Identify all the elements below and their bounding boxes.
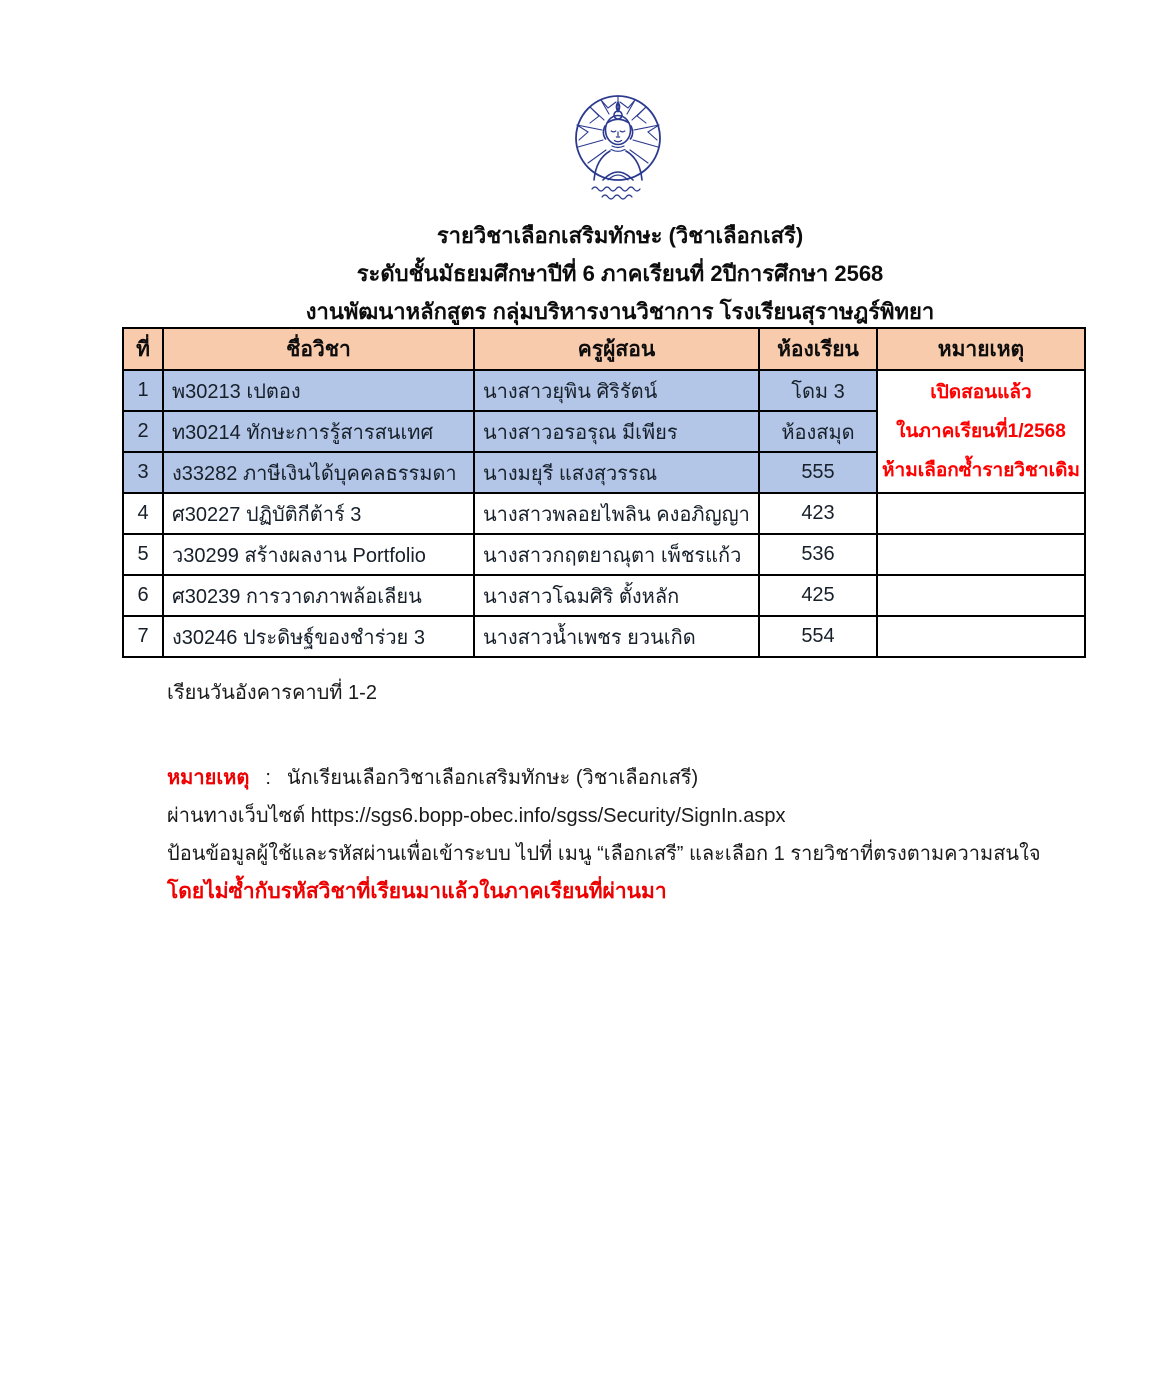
- teacher-cell: นางมยุรี แสงสุวรรณ: [474, 452, 759, 493]
- header-subject: ชื่อวิชา: [163, 328, 474, 370]
- remark-line: เปิดสอนแล้ว: [930, 382, 1032, 403]
- table-row: [123, 534, 1085, 575]
- row-number-cell: 3: [123, 452, 163, 493]
- buddha-emblem-icon: [566, 90, 670, 210]
- document-titles: [70, 217, 1170, 331]
- remark-text: นักเรียนเลือกวิชาเลือกเสริมทักษะ (วิชาเลือกเสรี): [286, 767, 699, 789]
- subject-cell: ท30214 ทักษะการรู้สารสนเทศ: [163, 411, 474, 452]
- teacher-cell: นางสาวกฤตยาณุตา เพ็ชรแก้ว: [474, 534, 759, 575]
- room-cell: 423: [759, 493, 877, 534]
- table-row: [123, 575, 1085, 616]
- row-number-cell: 5: [123, 534, 163, 575]
- row-number-cell: 4: [123, 493, 163, 534]
- remark-empty-cell: [877, 493, 1085, 534]
- header-teacher: ครูผู้สอน: [474, 328, 759, 370]
- subject-cell: ศ30227 ปฏิบัติกีต้าร์ 3: [163, 493, 474, 534]
- row-number-cell: 7: [123, 616, 163, 657]
- table-row: [123, 616, 1085, 657]
- remark-line: ห้ามเลือกซ้ำรายวิชาเดิม: [882, 460, 1080, 481]
- remark-empty-cell: [877, 534, 1085, 575]
- table-header-row: [123, 328, 1085, 370]
- remark-empty-cell: [877, 575, 1085, 616]
- teacher-cell: นางสาวยุพิน ศิริรัตน์: [474, 370, 759, 411]
- teacher-cell: นางสาวอรอรุณ มีเพียร: [474, 411, 759, 452]
- website-note: ผ่านทางเว็บไซต์ https://sgs6.bopp-obec.info/sgss/Security/SignIn.aspx: [167, 805, 786, 827]
- header-no: ที่: [123, 328, 163, 370]
- warning-note: โดยไม่ซ้ำกับรหัสวิชาที่เรียนมาแล้วในภาคเรียนที่ผ่านมา: [167, 880, 667, 903]
- room-cell: 554: [759, 616, 877, 657]
- instruction-note: ป้อนข้อมูลผู้ใช้และรหัสผ่านเพื่อเข้าระบบ ไปที่ เมนู “เลือกเสรี” และเลือก 1 รายวิชาที่ตรงตามความสนใจ: [167, 843, 1041, 865]
- room-cell: ห้องสมุด: [759, 411, 877, 452]
- header-room: ห้องเรียน: [759, 328, 877, 370]
- remark-separator: :: [265, 767, 271, 789]
- room-cell: 536: [759, 534, 877, 575]
- remark-line: ในภาคเรียนที่1/2568: [896, 421, 1066, 442]
- row-number-cell: 6: [123, 575, 163, 616]
- title-line-2: ระดับชั้นมัธยมศึกษาปีที่ 6 ภาคเรียนที่ 2ปีการศึกษา 2568: [356, 261, 884, 286]
- header-remark: หมายเหตุ: [877, 328, 1085, 370]
- remark-note: [167, 761, 698, 793]
- teacher-cell: นางสาวโฉมศิริ ตั้งหลัก: [474, 575, 759, 616]
- table-row: [123, 370, 1085, 411]
- room-cell: 425: [759, 575, 877, 616]
- subject-cell: ว30299 สร้างผลงาน Portfolio: [163, 534, 474, 575]
- row-number-cell: 1: [123, 370, 163, 411]
- title-line-1: รายวิชาเลือกเสริมทักษะ (วิชาเลือกเสรี): [436, 223, 804, 248]
- subject-cell: ศ30239 การวาดภาพล้อเลียน: [163, 575, 474, 616]
- subject-cell: ง30246 ประดิษฐ์ของชำร่วย 3: [163, 616, 474, 657]
- teacher-cell: นางสาวน้ำเพชร ยวนเกิด: [474, 616, 759, 657]
- remark-empty-cell: [877, 616, 1085, 657]
- course-table-body: [123, 370, 1085, 657]
- remark-merged-cell: [877, 370, 1085, 493]
- school-emblem-logo: [566, 90, 670, 210]
- schedule-note: เรียนวันอังคารคาบที่ 1-2: [167, 682, 377, 704]
- row-number-cell: 2: [123, 411, 163, 452]
- subject-cell: ง33282 ภาษีเงินได้บุคคลธรรมดา: [163, 452, 474, 493]
- teacher-cell: นางสาวพลอยไพลิน คงอภิญญา: [474, 493, 759, 534]
- room-cell: 555: [759, 452, 877, 493]
- room-cell: โดม 3: [759, 370, 877, 411]
- remark-label: หมายเหตุ: [167, 767, 250, 789]
- subject-cell: พ30213 เปตอง: [163, 370, 474, 411]
- course-table: [122, 327, 1086, 658]
- title-line-3: งานพัฒนาหลักสูตร กลุ่มบริหารงานวิชาการ โรงเรียนสุราษฎร์พิทยา: [305, 299, 935, 324]
- table-row: [123, 493, 1085, 534]
